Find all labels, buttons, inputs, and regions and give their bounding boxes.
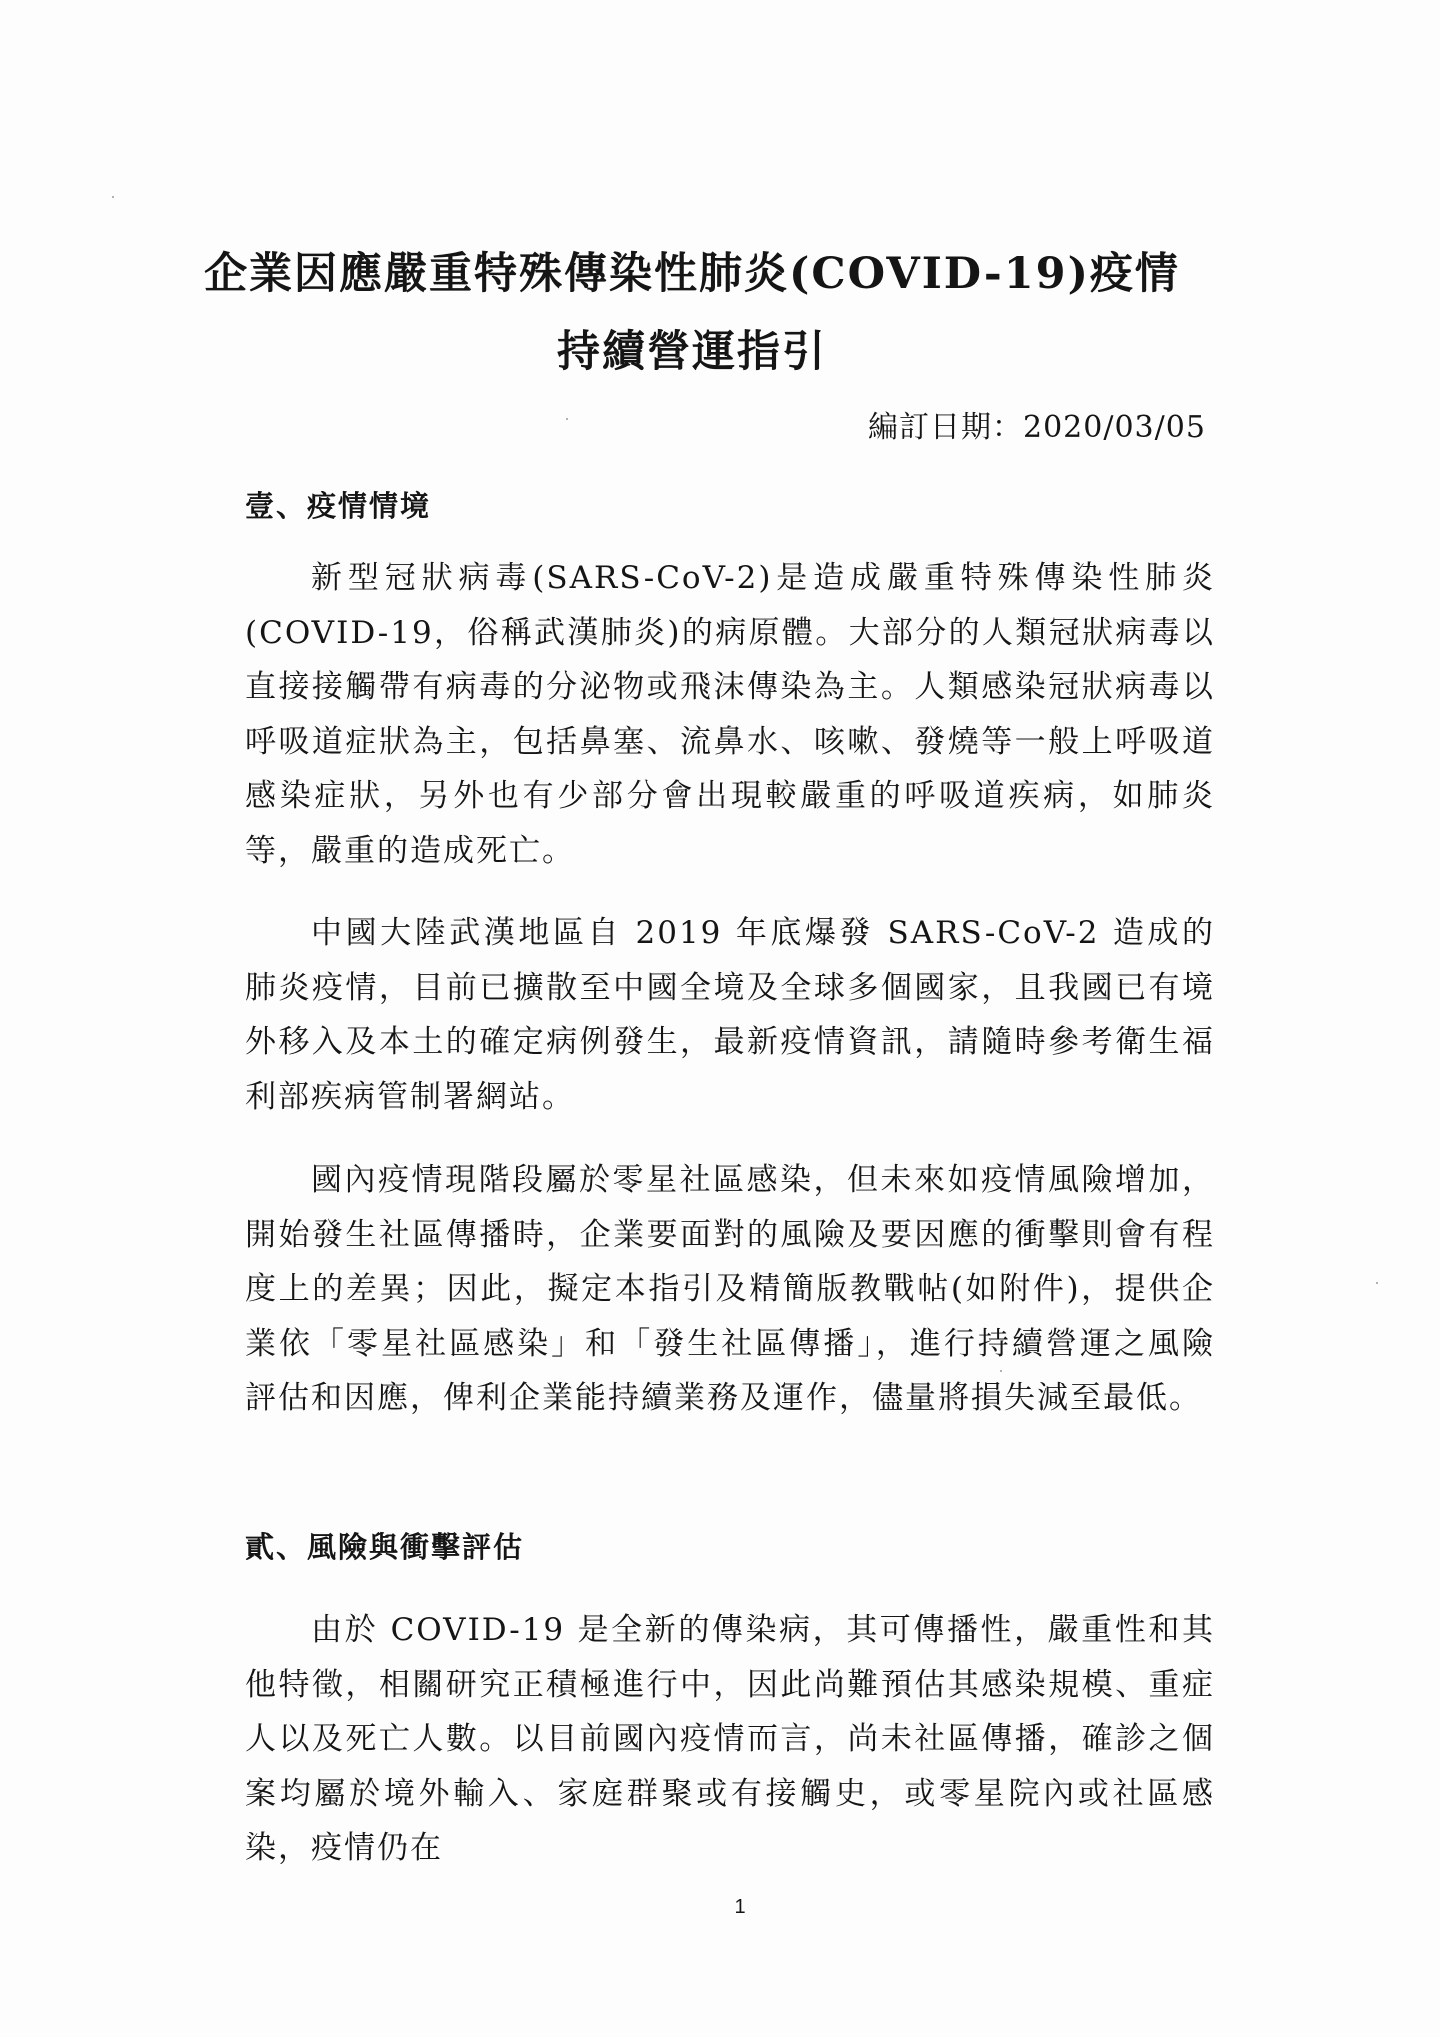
document-title-line1: 企業因應嚴重特殊傳染性肺炎(COVID-19)疫情 <box>204 249 1180 299</box>
page-number: 1 <box>734 1896 746 1918</box>
section-heading-1: 壹、疫情情境 <box>245 489 432 523</box>
scan-speck <box>112 196 114 198</box>
scan-speck <box>1376 1282 1378 1284</box>
scan-speck <box>566 418 568 420</box>
section-heading-2: 貳、風險與衝擊評估 <box>245 1530 525 1564</box>
document-title-line2: 持續營運指引 <box>557 327 827 377</box>
section-1-paragraph-3: 國內疫情現階段屬於零星社區感染，但未來如疫情風險增加，開始發生社區傳播時，企業要面對的風險及要因應的衝擊則會有程度上的差異；因此，擬定本指引及精簡版教戰帖(如附件)，提供企業依「零星社區感染」和「發生社區傳播」，進行持續營運之風險評估和因應，俾利企業能持續業務及運作，儘量將損失減至最低。 <box>245 1162 1215 1416</box>
section-1-paragraph-2: 中國大陸武漢地區自 2019 年底爆發 SARS-CoV-2 造成的肺炎疫情，目前已擴散至中國全境及全球多個國家，且我國已有境外移入及本土的確定病例發生，最新疫情資訊，請隨時參考衛生福利部疾病管制署網站。 <box>245 915 1215 1115</box>
section-1-paragraph-1: 新型冠狀病毒(SARS-CoV-2)是造成嚴重特殊傳染性肺炎(COVID-19，俗稱武漢肺炎)的病原體。大部分的人類冠狀病毒以直接接觸帶有病毒的分泌物或飛沫傳染為主。人類感染冠狀病毒以呼吸道症狀為主，包括鼻塞、流鼻水、咳嗽、發燒等一般上呼吸道感染症狀，另外也有少部分會出現較嚴重的呼吸道疾病，如肺炎等，嚴重的造成死亡。 <box>245 560 1215 869</box>
revision-date: 編訂日期：2020/03/05 <box>868 410 1206 445</box>
section-2-paragraph-1: 由於 COVID-19 是全新的傳染病，其可傳播性，嚴重性和其他特徵，相關研究正積極進行中，因此尚難預估其感染規模、重症人以及死亡人數。以目前國內疫情而言，尚未社區傳播，確診之個案均屬於境外輸入、家庭群聚或有接觸史，或零星院內或社區感染，疫情仍在 <box>245 1612 1215 1866</box>
scan-speck <box>1000 1370 1002 1372</box>
